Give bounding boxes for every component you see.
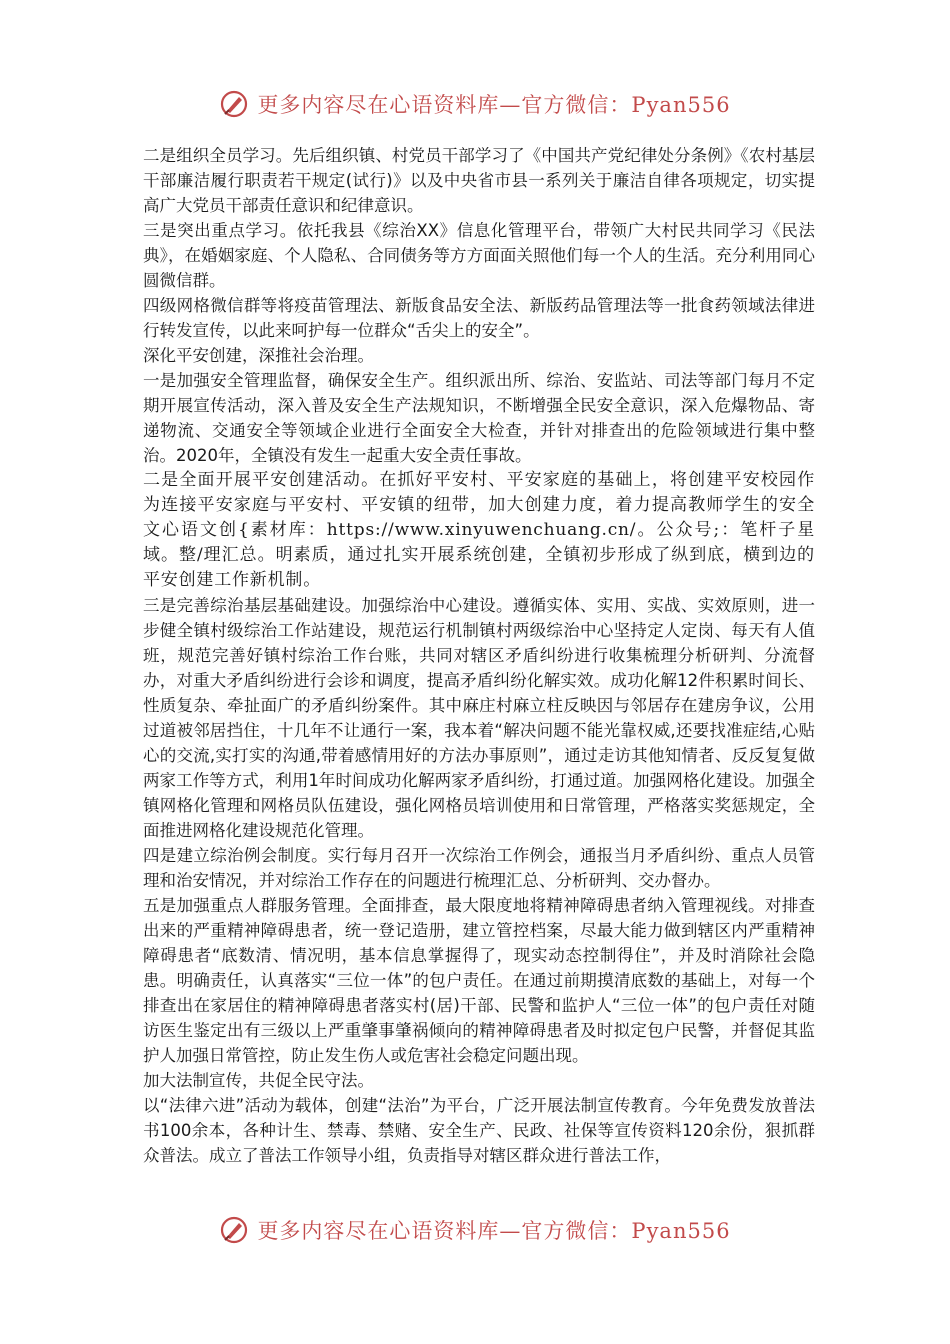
paragraph: 五是加强重点人群服务管理。全面排查，最大限度地将精神障碍患者纳入管理视线。对排查出来的严重精神障碍患者，统一登记造册，建立管控档案，尽最大能力做到辖区内严重精神障碍患者“底数清、情况明，基本信息掌握得了，现实动态控制得住”，并及时消除社会隐患。明确责任，认真落实“三位一体”的包户责任。在通过前期摸清底数的基础上，对每一个排查出在家居住的精神障碍患者落实村(居)干部、民警和监护人“三位一体”的包户责任对随访医生鉴定出有三级以上严重肇事肇祸倾向的精神障碍患者及时拟定包户民警，并督促其监护人加强日常管控，防止发生伤人或危害社会稳定问题出现。: [143, 896, 815, 1065]
header-banner-text: 更多内容尽在心语资料库—官方微信：Pyan556: [257, 93, 731, 117]
section-heading: 深化平安创建，深推社会治理。: [143, 346, 374, 365]
document-body: [143, 143, 815, 1168]
footer-banner-text: 更多内容尽在心语资料库—官方微信：Pyan556: [257, 1219, 731, 1243]
paragraph: 三是突出重点学习。依托我县《综治XX》信息化管理平台，带领广大村民共同学习《民法典》，在婚姻家庭、个人隐私、合同债务等方方面面关照他们每一个人的生活。充分利用同心圆微信群。: [143, 221, 815, 290]
paragraph: 四级网格微信群等将疫苗管理法、新版食品安全法、新版药品管理法等一批食药领域法律进行转发宣传，以此来呵护每一位群众“舌尖上的安全”。: [143, 296, 815, 340]
paragraph: 三是完善综治基层基础建设。加强综治中心建设。遵循实体、实用、实战、实效原则，进一步健全镇村级综治工作站建设，规范运行机制镇村两级综治中心坚持定人定岗、每天有人值班，规范完善好镇村综治工作台账，共同对辖区矛盾纠纷进行收集梳理分析研判、分流督办，对重大矛盾纠纷进行会诊和调度，提高矛盾纠纷化解实效。成功化解12件积累时间长、性质复杂、牵扯面广的矛盾纠纷案件。其中麻庄村麻立柱反映因与邻居存在建房争议，公用过道被邻居挡住，十几年不让通行一案，我本着“解决问题不能光靠权威,还要找准症结,心贴心的交流,实打实的沟通,带着感情用好的方法办事原则”，通过走访其他知情者、反反复复做两家工作等方式，利用1年时间成功化解两家矛盾纠纷，打通过道。加强网格化建设。加强全镇网格化管理和网格员队伍建设，强化网格员培训使用和日常管理，严格落实奖惩规定，全面推进网格化建设规范化管理。: [143, 596, 815, 840]
section-heading: 加大法制宣传，共促全民守法。: [143, 1071, 374, 1090]
paragraph: 以“法律六进”活动为载体，创建“法治”为平台，广泛开展法制宣传教育。今年免费发放普法书100余本，各种计生、禁毒、禁赌、安全生产、民政、社保等宣传资料120余份，狠抓群众普法。成立了普法工作领导小组，负责指导对辖区群众进行普法工作，: [143, 1096, 815, 1165]
paragraph: 二是全面开展平安创建活动。在抓好平安村、平安家庭的基础上，将创建平安校园作为连接平安家庭与平安村、平安镇的纽带，加大创建力度，着力提高教师学生的安全文心语文创{素材库：https://www.xinyuwenchuang.cn/。公众号;：笔杆子星域。整/理汇总。明素质，通过扎实开展系统创建，全镇初步形成了纵到底，横到边的平安创建工作新机制。: [143, 470, 815, 590]
paragraph: 一是加强安全管理监督，确保安全生产。组织派出所、综治、安监站、司法等部门每月不定期开展宣传活动，深入普及安全生产法规知识，不断增强全民安全意识，深入危爆物品、寄递物流、交通安全等领域企业进行全面安全大检查，并针对排查出的危险领域进行集中整治。2020年，全镇没有发生一起重大安全责任事故。: [143, 371, 815, 465]
paragraph: 四是建立综治例会制度。实行每月召开一次综治工作例会，通报当月矛盾纠纷、重点人员管理和治安情况，并对综治工作存在的问题进行梳理汇总、分析研判、交办督办。: [143, 846, 815, 890]
paragraph: 二是组织全员学习。先后组织镇、村党员干部学习了《中国共产党纪律处分条例》《农村基层干部廉洁履行职责若干规定(试行)》以及中央省市县一系列关于廉洁自律各项规定，切实提高广大党员干部责任意识和纪律意识。: [143, 146, 815, 215]
quill-pen-logo-icon: [219, 1215, 249, 1245]
footer-banner: [0, 1210, 950, 1250]
header-banner: [0, 84, 950, 124]
quill-pen-logo-icon: [219, 89, 249, 119]
